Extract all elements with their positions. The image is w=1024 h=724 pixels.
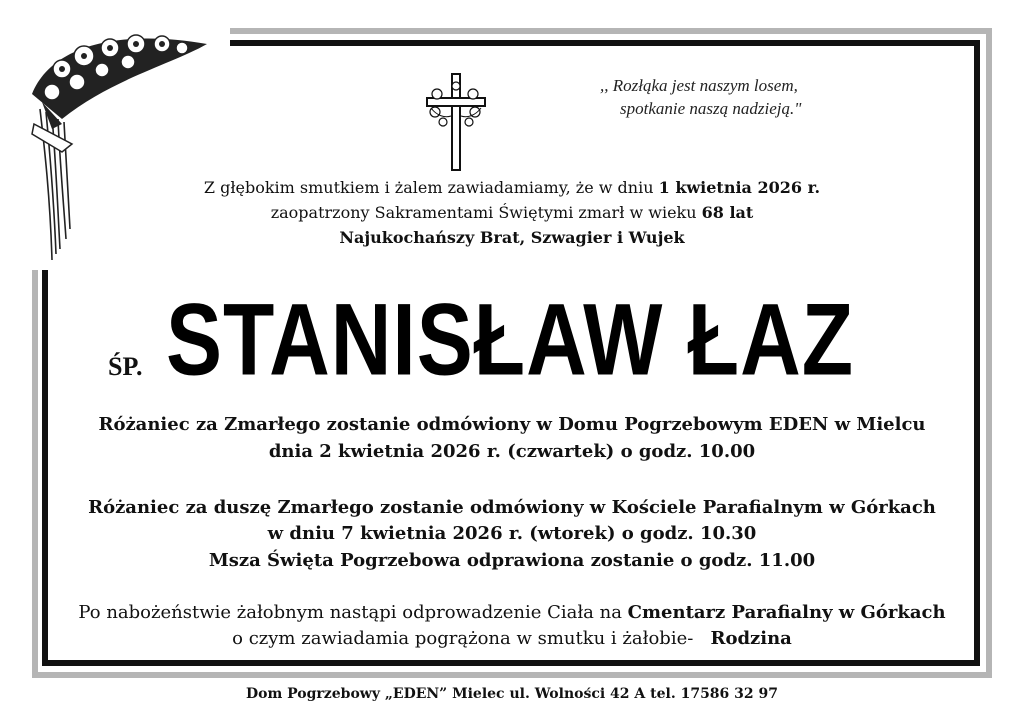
closing-text-1: Po nabożeństwie żałobnym nastąpi odprowadzenie Ciała na: [78, 602, 628, 623]
quote-line-1: ,, Rozłąka jest naszym losem,: [600, 76, 798, 95]
quote: [600, 74, 880, 120]
deceased-prefix: ŚP.: [108, 352, 143, 381]
rosary1-line-2: dnia 2 kwietnia 2026 r. (czwartek) o godz. 10.00: [268, 441, 756, 462]
intro-line-1: [0, 177, 1024, 199]
deceased-name: STANISŁAW ŁAZ: [166, 281, 855, 397]
death-date: 1 kwietnia 2026 r.: [658, 178, 821, 197]
mass-line: Msza Święta Pogrzebowa odprawiona zostanie o godz. 11.00: [208, 550, 816, 571]
closing-text-2: o czym zawiadamia pogrążona w smutku i żałobie-: [232, 628, 711, 649]
intro-text-1: Z głębokim smutkiem i żalem zawiadamiamy, że w dniu: [203, 178, 659, 197]
cross-icon: [423, 72, 489, 172]
age: 68 lat: [701, 203, 754, 222]
intro-text-2: zaopatrzony Sakramentami Świętymi zmarł w wieku: [270, 203, 702, 222]
footer-contact: Dom Pogrzebowy „EDEN” Mielec ul. Wolności 42 A tel. 17586 32 97: [245, 686, 779, 702]
deceased-heading: [108, 281, 928, 397]
rosary2-line-1: Różaniec za duszę Zmarłego zostanie odmówiony w Kościele Parafialnym w Górkach: [88, 497, 936, 518]
family: Rodzina: [710, 628, 792, 649]
quote-line-2: spotkanie naszą nadzieją.": [620, 99, 802, 118]
intro-line-2: [0, 202, 1024, 224]
rosary2-line-2: w dniu 7 kwietnia 2026 r. (wtorek) o godz. 10.30: [267, 523, 757, 544]
relation-line: Najukochańszy Brat, Szwagier i Wujek: [339, 228, 685, 247]
cemetery: Cmentarz Parafialny w Górkach: [627, 602, 946, 623]
rosary1-line-1: Różaniec za Zmarłego zostanie odmówiony w Domu Pogrzebowym EDEN w Mielcu: [98, 414, 926, 435]
closing-line-1: [0, 601, 1024, 625]
closing-line-2: [0, 627, 1024, 651]
